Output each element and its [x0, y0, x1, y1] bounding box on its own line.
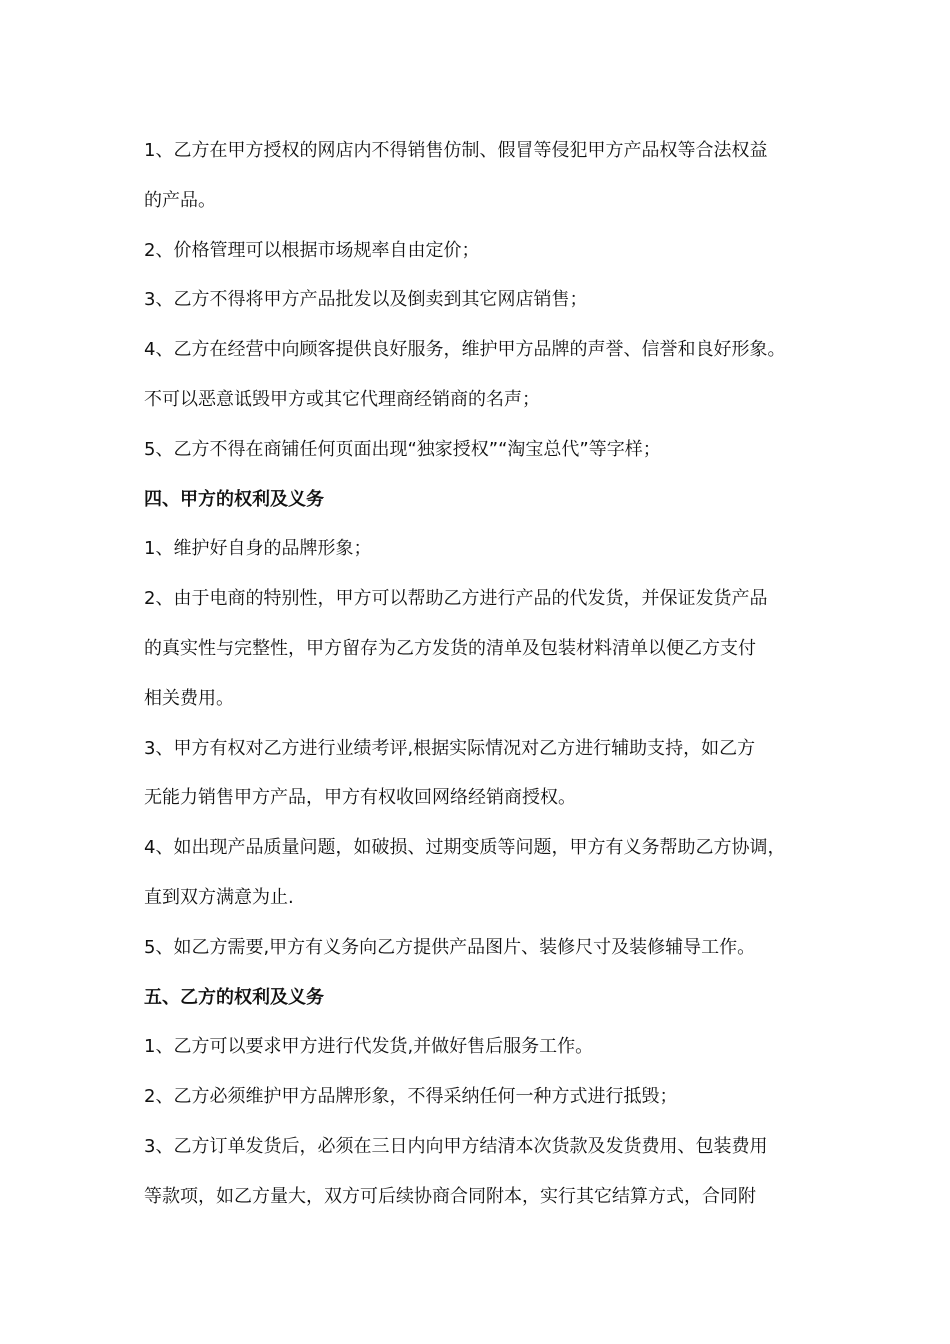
- text-line: 3、乙方订单发货后，必须在三日内向甲方结清本次货款及发货费用、包装费用: [144, 1135, 768, 1157]
- text-line: 的产品。: [144, 189, 216, 211]
- text-line: 3、甲方有权对乙方进行业绩考评,根据实际情况对乙方进行辅助支持，如乙方: [144, 737, 756, 759]
- text-line: 1、乙方可以要求甲方进行代发货,并做好售后服务工作。: [144, 1036, 594, 1058]
- section-heading: 五、乙方的权利及义务: [144, 986, 324, 1008]
- text-line: 相关费用。: [144, 687, 234, 709]
- document-page: [144, 126, 834, 1222]
- text-line: 的真实性与完整性，甲方留存为乙方发货的清单及包装材料清单以便乙方支付: [144, 637, 756, 659]
- text-line: 4、如出现产品质量问题，如破损、过期变质等问题，甲方有义务帮助乙方协调，: [144, 837, 786, 859]
- text-line: 无能力销售甲方产品，甲方有权收回网络经销商授权。: [144, 787, 576, 809]
- text-line: 2、乙方必须维护甲方品牌形象，不得采纳任何一种方式进行抵毁；: [144, 1086, 678, 1108]
- text-line: 不可以恶意诋毁甲方或其它代理商经销商的名声；: [144, 388, 540, 410]
- text-line: 2、由于电商的特别性，甲方可以帮助乙方进行产品的代发货，并保证发货产品: [144, 588, 768, 610]
- section-heading: 四、甲方的权利及义务: [144, 488, 324, 510]
- text-line: 直到双方满意为止.: [144, 886, 294, 908]
- text-line: 2、价格管理可以根据市场规率自由定价；: [144, 239, 480, 261]
- text-line: 4、乙方在经营中向顾客提供良好服务，维护甲方品牌的声誉、信誉和良好形象。: [144, 339, 786, 361]
- text-line: 1、维护好自身的品牌形象；: [144, 538, 372, 560]
- text-line: 等款项，如乙方量大，双方可后续协商合同附本，实行其它结算方式，合同附: [144, 1185, 756, 1207]
- text-line: 5、如乙方需要,甲方有义务向乙方提供产品图片、装修尺寸及装修辅导工作。: [144, 936, 756, 958]
- text-line: 3、乙方不得将甲方产品批发以及倒卖到其它网店销售；: [144, 289, 588, 311]
- text-line: 5、乙方不得在商铺任何页面出现“独家授权”“淘宝总代”等字样；: [144, 438, 661, 460]
- text-line: 1、乙方在甲方授权的网店内不得销售仿制、假冒等侵犯甲方产品权等合法权益: [144, 140, 768, 161]
